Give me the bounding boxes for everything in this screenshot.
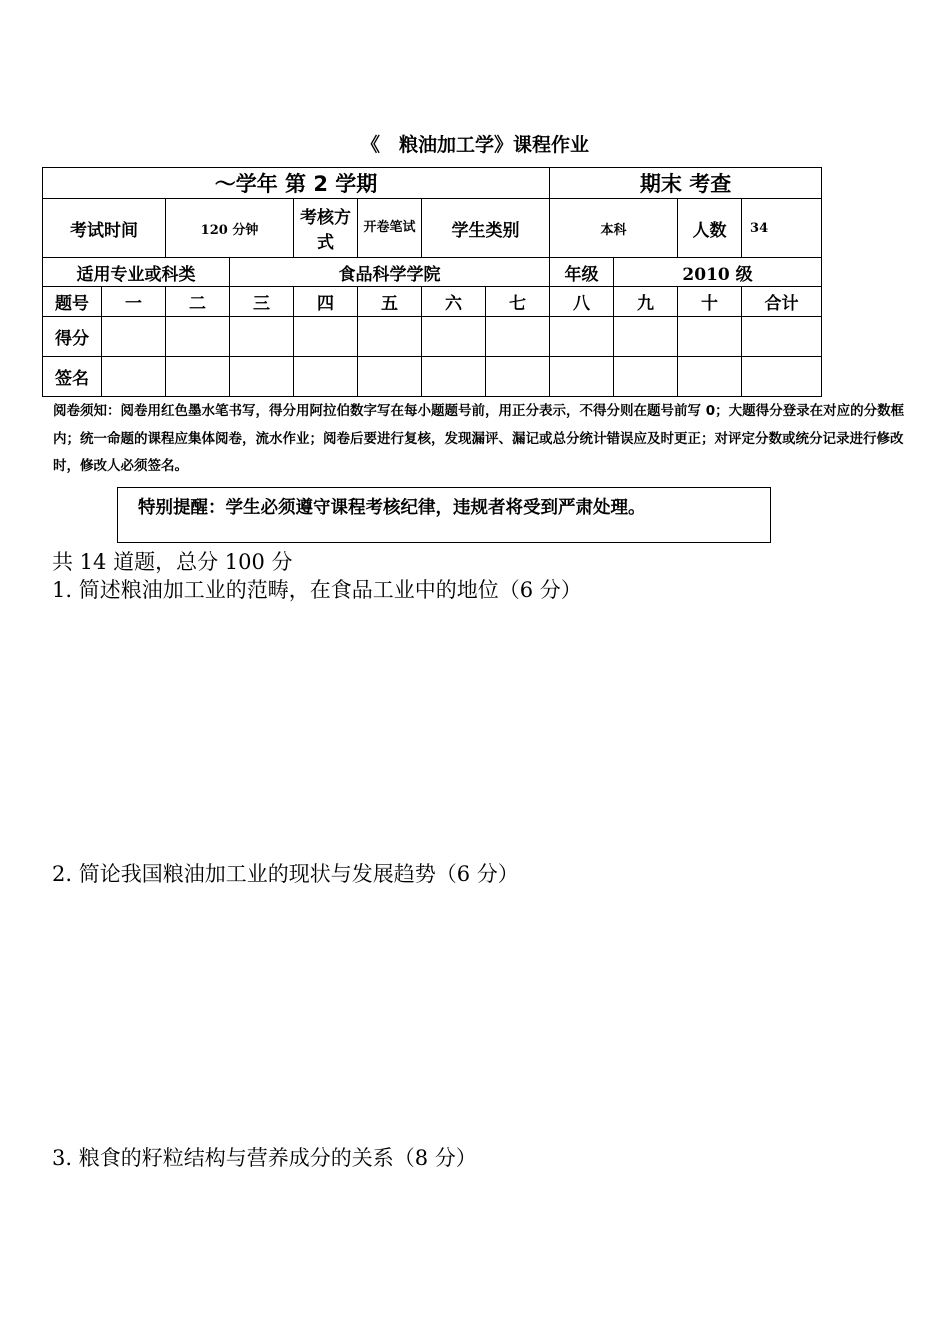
- score-cell[interactable]: [678, 317, 742, 357]
- signature-cell[interactable]: [358, 357, 422, 397]
- column-header: 合计: [742, 287, 822, 317]
- signature-cell[interactable]: [294, 357, 358, 397]
- signature-cell[interactable]: [166, 357, 230, 397]
- question-3: 3. 粮食的籽粒结构与营养成分的关系（8 分）: [52, 1146, 477, 1170]
- question-summary: 共 14 道题，总分 100 分: [52, 550, 293, 574]
- score-cell[interactable]: [358, 317, 422, 357]
- column-header: 九: [614, 287, 678, 317]
- score-cell[interactable]: [294, 317, 358, 357]
- discipline-reminder: 特别提醒：学生必须遵守课程考核纪律，违规者将受到严肃处理。: [117, 487, 771, 543]
- student-type-label: 学生类别: [422, 199, 550, 258]
- exam-info-table: [42, 167, 822, 397]
- major-value: 食品科学学院: [230, 258, 550, 287]
- score-cell[interactable]: [230, 317, 294, 357]
- signature-cell[interactable]: [742, 357, 822, 397]
- assess-method-label: 考核方式: [294, 199, 358, 258]
- score-cell[interactable]: [742, 317, 822, 357]
- column-header: 五: [358, 287, 422, 317]
- grade-label: 年级: [550, 258, 614, 287]
- column-header: 三: [230, 287, 294, 317]
- score-cell[interactable]: [166, 317, 230, 357]
- signature-cell[interactable]: [486, 357, 550, 397]
- signature-cell[interactable]: [678, 357, 742, 397]
- signature-cell[interactable]: [102, 357, 166, 397]
- question-2: 2. 简论我国粮油加工业的现状与发展趋势（6 分）: [52, 862, 519, 886]
- score-cell[interactable]: [550, 317, 614, 357]
- column-header: 六: [422, 287, 486, 317]
- score-cell[interactable]: [102, 317, 166, 357]
- score-cell[interactable]: [614, 317, 678, 357]
- exam-type-cell: 期末 考查: [550, 168, 822, 199]
- student-type-value: 本科: [550, 199, 678, 258]
- column-header: 四: [294, 287, 358, 317]
- score-cell[interactable]: [422, 317, 486, 357]
- term-cell: ～学年 第 2 学期: [43, 168, 550, 199]
- assess-method-value: 开卷笔试: [358, 199, 422, 258]
- signature-cell[interactable]: [550, 357, 614, 397]
- signature-row-label: 签名: [43, 357, 102, 397]
- score-cell[interactable]: [486, 317, 550, 357]
- column-header: 一: [102, 287, 166, 317]
- grading-notice: 阅卷须知：阅卷用红色墨水笔书写，得分用阿拉伯数字写在每小题题号前，用正分表示，不得分则在题号前写 0；大题得分登录在对应的分数框内；统一命题的课程应集体阅卷，流水作业；阅卷后要进行复核，发现漏评、漏记或总分统计错误应及时更正；对评定分数或统分记录进行修改时，修改人必须签名。: [53, 403, 905, 474]
- column-header: 八: [550, 287, 614, 317]
- grade-value: 2010 级: [614, 258, 822, 287]
- headcount-label: 人数: [678, 199, 742, 258]
- headcount-value: 34: [742, 199, 822, 258]
- major-label: 适用专业或科类: [43, 258, 230, 287]
- exam-time-value: 120 分钟: [166, 199, 294, 258]
- column-header: 二: [166, 287, 230, 317]
- question-number-label: 题号: [43, 287, 102, 317]
- column-header: 十: [678, 287, 742, 317]
- question-1: 1. 简述粮油加工业的范畴，在食品工业中的地位（6 分）: [52, 578, 582, 602]
- document-title: 《 粮油加工学》课程作业: [360, 134, 589, 156]
- score-row-label: 得分: [43, 317, 102, 357]
- signature-cell[interactable]: [614, 357, 678, 397]
- signature-cell[interactable]: [230, 357, 294, 397]
- exam-time-label: 考试时间: [43, 199, 166, 258]
- signature-cell[interactable]: [422, 357, 486, 397]
- column-header: 七: [486, 287, 550, 317]
